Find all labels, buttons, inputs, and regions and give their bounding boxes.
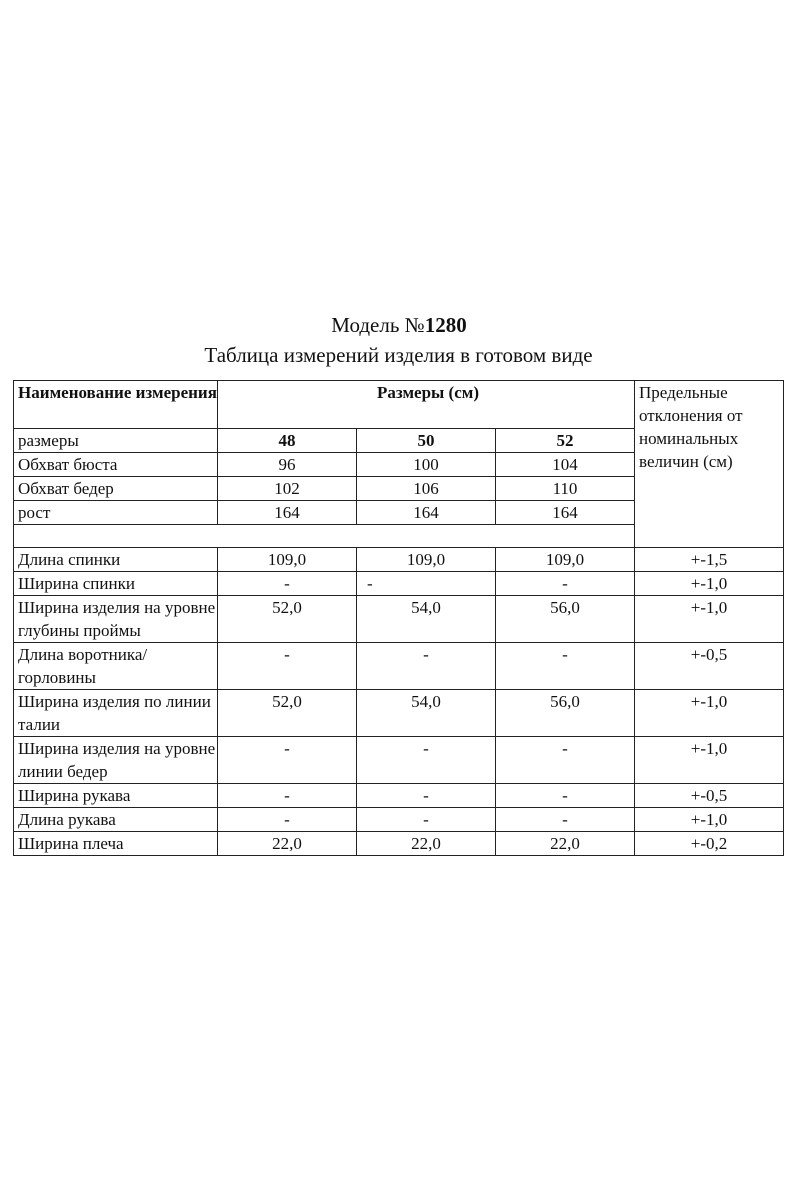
measure-value: 22,0 <box>496 832 635 856</box>
measure-label: Длина спинки <box>14 548 218 572</box>
measure-value: - <box>496 808 635 832</box>
measure-value: - <box>218 784 357 808</box>
measure-label: Ширина рукава <box>14 784 218 808</box>
measure-label: Ширина изделия на уровне глубины проймы <box>14 596 218 643</box>
body-row-label: Обхват бедер <box>14 477 218 501</box>
measure-value: - <box>496 572 635 596</box>
measure-deviation: +-1,0 <box>635 808 784 832</box>
measure-value: - <box>218 572 357 596</box>
body-row-label: Обхват бюста <box>14 453 218 477</box>
size-48: 48 <box>218 429 357 453</box>
model-number: 1280 <box>424 313 467 337</box>
size-row-label: размеры <box>14 429 218 453</box>
body-value: 104 <box>496 453 635 477</box>
measure-value: 54,0 <box>357 690 496 737</box>
body-row-label: рост <box>14 501 218 525</box>
measure-label: Ширина спинки <box>14 572 218 596</box>
measure-value: - <box>496 737 635 784</box>
size-50: 50 <box>357 429 496 453</box>
measure-row <box>14 643 784 690</box>
body-value: 164 <box>218 501 357 525</box>
measurements-table <box>13 380 784 856</box>
measure-value: - <box>218 808 357 832</box>
measure-value: 109,0 <box>357 548 496 572</box>
measure-deviation: +-0,5 <box>635 643 784 690</box>
measure-row <box>14 572 784 596</box>
measure-label: Длина рукава <box>14 808 218 832</box>
measure-value: 52,0 <box>218 596 357 643</box>
body-value: 100 <box>357 453 496 477</box>
table-subtitle: Таблица измерений изделия в готовом виде <box>204 343 593 367</box>
measure-deviation: +-1,5 <box>635 548 784 572</box>
measure-label: Ширина изделия по линии талии <box>14 690 218 737</box>
measure-value: 56,0 <box>496 690 635 737</box>
measure-value: 22,0 <box>218 832 357 856</box>
measure-row <box>14 784 784 808</box>
measure-deviation: +-1,0 <box>635 737 784 784</box>
header-sizes: Размеры (см) <box>218 381 635 429</box>
measure-deviation: +-1,0 <box>635 690 784 737</box>
measure-value: 52,0 <box>218 690 357 737</box>
measure-value: - <box>357 572 496 596</box>
body-value: 106 <box>357 477 496 501</box>
header-name: Наименование измерения <box>14 381 218 429</box>
body-value: 164 <box>496 501 635 525</box>
measure-value: - <box>357 737 496 784</box>
measure-value: 54,0 <box>357 596 496 643</box>
model-prefix: Модель № <box>331 313 425 337</box>
spacer-cell <box>14 525 635 548</box>
measure-deviation: +-1,0 <box>635 596 784 643</box>
measure-row <box>14 832 784 856</box>
body-value: 96 <box>218 453 357 477</box>
header-deviation: Предельные отклонения от номинальных величин (см) <box>635 381 784 548</box>
measure-value: 22,0 <box>357 832 496 856</box>
measure-deviation: +-0,5 <box>635 784 784 808</box>
measure-value: - <box>357 784 496 808</box>
measure-row <box>14 737 784 784</box>
body-value: 110 <box>496 477 635 501</box>
title-block <box>0 310 800 370</box>
measure-deviation: +-0,2 <box>635 832 784 856</box>
measure-value: - <box>357 643 496 690</box>
size-52: 52 <box>496 429 635 453</box>
measure-value: 109,0 <box>496 548 635 572</box>
body-value: 164 <box>357 501 496 525</box>
model-title <box>0 310 800 340</box>
measure-value: - <box>496 784 635 808</box>
measure-label: Ширина изделия на уровне линии бедер <box>14 737 218 784</box>
measure-row <box>14 690 784 737</box>
measure-deviation: +-1,0 <box>635 572 784 596</box>
measure-row <box>14 548 784 572</box>
measure-value: - <box>218 737 357 784</box>
measure-label: Длина воротника/горловины <box>14 643 218 690</box>
measure-value: 109,0 <box>218 548 357 572</box>
body-value: 102 <box>218 477 357 501</box>
measure-value: 56,0 <box>496 596 635 643</box>
measure-row <box>14 596 784 643</box>
measure-value: - <box>496 643 635 690</box>
measure-value: - <box>357 808 496 832</box>
measure-value: - <box>218 643 357 690</box>
measure-label: Ширина плеча <box>14 832 218 856</box>
measure-row <box>14 808 784 832</box>
